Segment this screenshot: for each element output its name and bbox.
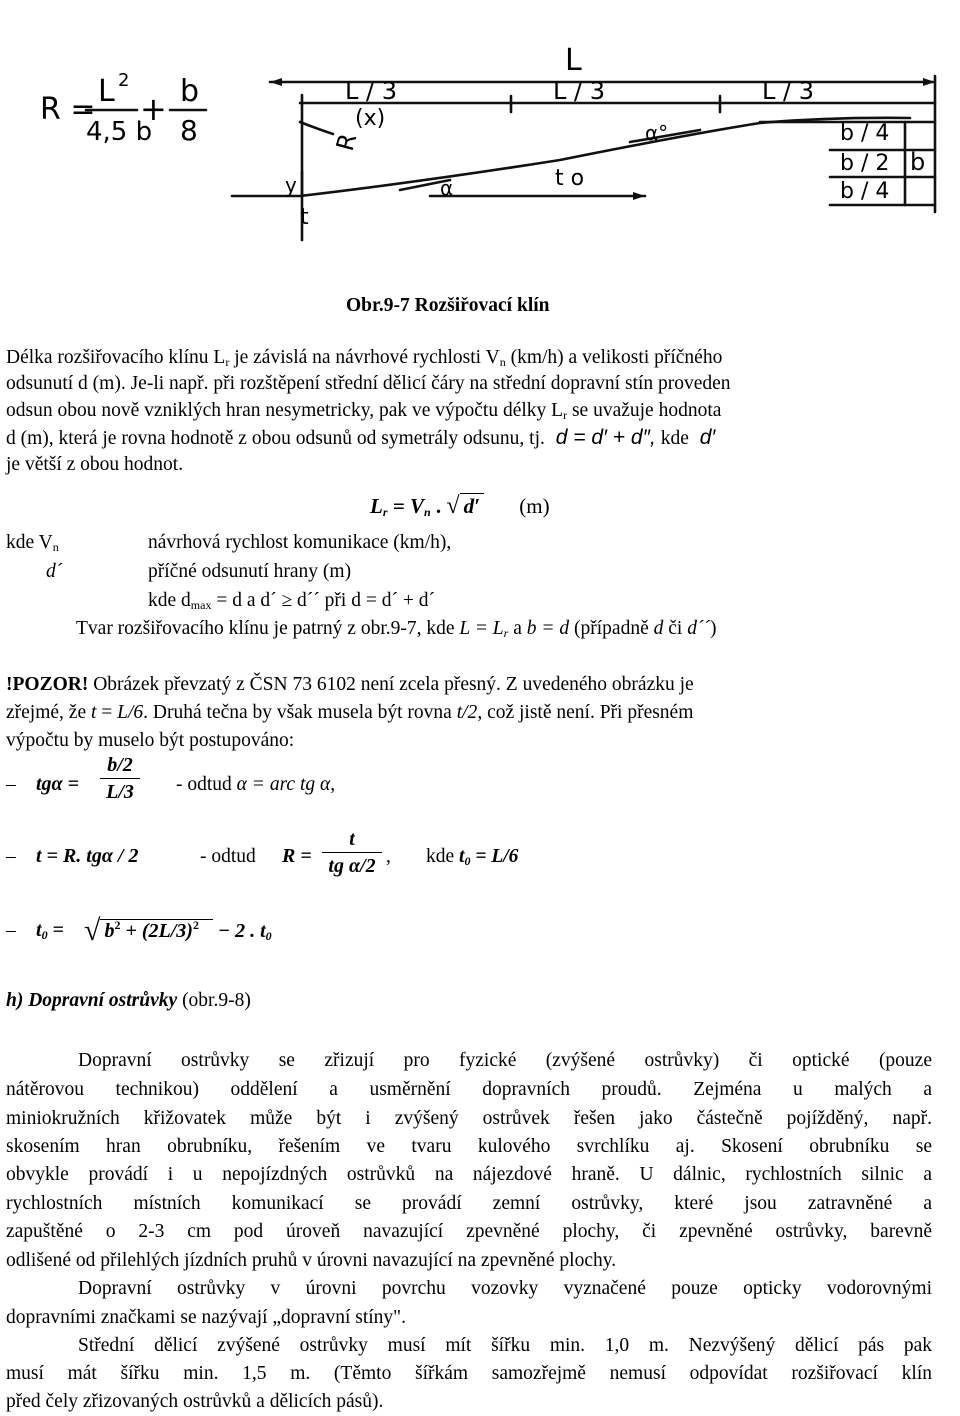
eq3-lhs: $t_0$ = bbox=[36, 919, 64, 942]
label-t0: t o bbox=[555, 166, 585, 191]
label-L3-a: L / 3 bbox=[345, 77, 397, 105]
para3-line1: Dopravní ostrůvky v úrovni povrchu vozovky vyznačené pouze opticky vodorovnými bbox=[78, 1278, 932, 1299]
f1-num: L bbox=[98, 74, 115, 109]
para4-line3: před čely zřizovaných ostrůvků a dělicích pásů). bbox=[6, 1391, 384, 1412]
formula-Lr: $L_r = V_n$ . √ d′ (m) bbox=[370, 493, 550, 519]
label-b4-top: b / 4 bbox=[840, 121, 890, 146]
label-b: b bbox=[910, 148, 926, 176]
para4-line2: musí mát šířku min. 1,5 m. (Těmto šířkám samozřejmě nemusí odpovídat rozšiřovací klín bbox=[6, 1363, 932, 1384]
para4-line1: Střední dělicí zvýšené ostrůvky musí mít šířku min. 1,0 m. Nezvýšený dělicí pás pak bbox=[78, 1335, 932, 1356]
eq1-fraction: b/2 L/3 bbox=[100, 752, 140, 805]
eq3-sqrt: √ $b^2 + (2L/3)^2 - 2$ . $t_0$ bbox=[84, 914, 272, 947]
def-d-sym: d´ bbox=[46, 561, 63, 582]
para2-line8: odlišené od přilehlých jízdních pruhů v úrovni navazující na zpevněné plochy. bbox=[6, 1250, 617, 1271]
para2-line2: nátěrovou technikou) oddělení a usměrnění dopravních proudů. Zejména u malých a bbox=[6, 1079, 932, 1100]
para2-line7: zapuštěné o 2-3 cm pod úroveň navazující zpevněné plochy, či zpevněné ostrůvky, barevně bbox=[6, 1221, 932, 1242]
warning-line1: !POZOR! Obrázek převzatý z ČSN 73 6102 není zcela přesný. Z uvedeného obrázku je bbox=[6, 674, 694, 695]
arrow-left bbox=[270, 78, 282, 86]
eq2-R: R = bbox=[282, 845, 312, 867]
plus-sign: + bbox=[140, 90, 167, 128]
eq1-dash: – bbox=[6, 774, 16, 795]
label-L3-b: L / 3 bbox=[553, 77, 605, 105]
eq3-dash: – bbox=[6, 920, 16, 941]
eq2-fraction: t tg α/2 bbox=[322, 826, 382, 879]
para2-line5: obvykle provádí i u nepojízdných ostrůvků na nájezdové hraně. U dálnic, rychlostních silnic a bbox=[6, 1164, 932, 1185]
label-L3-c: L / 3 bbox=[762, 77, 814, 105]
para1-line1: Délka rozšiřovacího klínu $L_r$ je závislá na návrhové rychlosti $V_n$ (km/h) a velikosti příčného bbox=[6, 347, 723, 369]
label-y: y bbox=[285, 173, 297, 197]
section-h-heading: h) Dopravní ostrůvky (obr.9-8) bbox=[6, 990, 251, 1011]
f2-num: b bbox=[180, 74, 200, 109]
para1-line2: odsunutí d (m). Je-li např. při rozštěpení střední dělicí čáry na střední dopravní stín proveden bbox=[6, 373, 731, 394]
eq2-lhs: t = R. tgα / 2 bbox=[36, 845, 139, 867]
para2-line4: skosením hran obrubníku, řešením ve tvaru kulového svrchlíku aj. Skosení obrubníku se bbox=[6, 1136, 932, 1157]
label-alpha-top: α° bbox=[645, 121, 669, 145]
eq1-lhs: tgα = bbox=[36, 773, 80, 795]
f1-den: 4,5 b bbox=[86, 117, 153, 147]
para1-line4: d (m), která je rovna hodnotě z obou odsunů od symetrály odsunu, tj. d = d′ + d″, kde d′ bbox=[6, 426, 716, 449]
def-vn-sym: kde $V_n$ bbox=[6, 532, 59, 554]
label-L: L bbox=[565, 43, 582, 78]
eq2-mid: - odtud bbox=[200, 846, 256, 867]
label-t: t bbox=[300, 205, 309, 230]
def-line4: Tvar rozšiřovacího klínu je patrný z obr.9-7, kde $L = L_r$ a b = d (případně d či d´´) bbox=[76, 618, 717, 640]
para2-line1: Dopravní ostrůvky se zřizují pro fyzické (zvýšené ostrůvky) či optické (pouze bbox=[78, 1050, 932, 1071]
para2-line6: rychlostních místních komunikací se provádí zemní ostrůvky, které jsou zatravněné a bbox=[6, 1193, 932, 1214]
eq1-rhs: - odtud α = arc tg α, bbox=[176, 774, 336, 795]
arrow-right bbox=[923, 78, 935, 86]
widening-wedge-figure bbox=[0, 0, 960, 290]
label-b4-bot: b / 4 bbox=[840, 179, 890, 204]
label-alpha-bot: α bbox=[440, 176, 454, 200]
eq2-comma: , bbox=[386, 846, 391, 867]
warning-line2: zřejmé, že t = L/6. Druhá tečna by však musela být rovna t/2, což jistě není. Při přesném bbox=[6, 702, 694, 723]
formula-R: R = bbox=[40, 92, 96, 127]
upper-edge-left bbox=[300, 122, 333, 134]
f2-den: 8 bbox=[180, 114, 198, 147]
def-line3: kde $d_{max} = d$ a d´ ≥ d´´ při d = d´ + d´ bbox=[148, 590, 435, 612]
para2-line3: miniokružních křižovatek může být i zvýšený ostrůvek řešen jako částečně pojížděný, např. bbox=[6, 1108, 932, 1129]
eq2-dash: – bbox=[6, 846, 16, 867]
label-x: (x) bbox=[355, 106, 386, 131]
def-d-desc: příčné odsunutí hrany (m) bbox=[148, 561, 352, 582]
eq2-kde: kde $t_0 = L/6$ bbox=[426, 846, 519, 868]
f1-num-sup: 2 bbox=[118, 70, 130, 91]
label-R: R bbox=[330, 130, 363, 154]
para3-line2: dopravními značkami se nazývají „dopravní stíny". bbox=[6, 1307, 407, 1328]
arrow-t0 bbox=[633, 192, 645, 200]
def-vn-desc: návrhová rychlost komunikace (km/h), bbox=[148, 532, 452, 553]
warning-line3: výpočtu by muselo být postupováno: bbox=[6, 730, 295, 751]
label-b2: b / 2 bbox=[840, 151, 890, 176]
figure-caption: Obr.9-7 Rozšiřovací klín bbox=[346, 295, 550, 316]
para1-line5: je větší z obou hodnot. bbox=[6, 454, 184, 475]
para1-line3: odsun obou nově vzniklých hran nesymetricky, pak ve výpočtu délky $L_r$ se uvažuje hodnota bbox=[6, 400, 722, 422]
